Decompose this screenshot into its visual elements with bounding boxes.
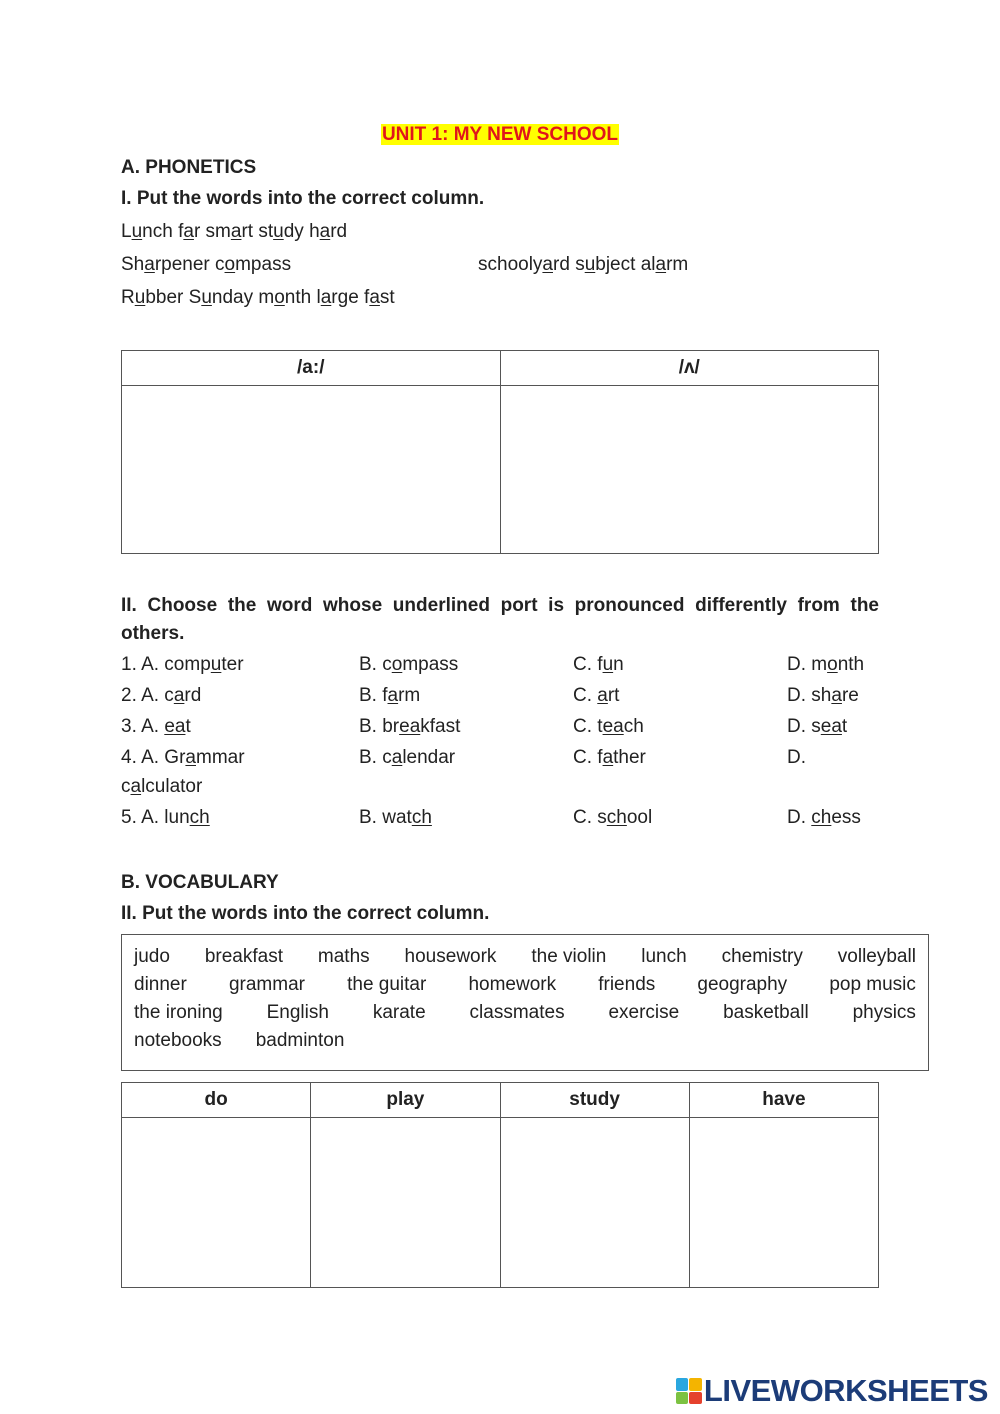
option-text: D. seat xyxy=(787,716,848,737)
question-4-option-a[interactable] xyxy=(121,747,245,769)
sound-word: Lunch xyxy=(121,221,173,242)
liveworksheets-logo xyxy=(676,1373,988,1409)
question-4-option-c[interactable] xyxy=(573,747,646,769)
column-header-wedge: /ʌ/ xyxy=(500,351,879,386)
answer-cell-do[interactable] xyxy=(122,1118,311,1288)
word-bank-row xyxy=(134,999,916,1027)
word-bank-word[interactable]: basketball xyxy=(723,1002,809,1023)
word-bank-word[interactable]: dinner xyxy=(134,974,187,995)
word-bank-word[interactable]: exercise xyxy=(608,1002,680,1023)
option-text: 4. A. Grammar xyxy=(121,747,245,768)
option-text: C. art xyxy=(573,685,620,706)
answer-cell-have[interactable] xyxy=(689,1118,878,1288)
sound-word: Rubber xyxy=(121,287,184,308)
word-bank-word[interactable]: volleyball xyxy=(837,946,916,967)
task2-instruction-line1: II. Choose the word whose underlined port is pronounced differently from the xyxy=(121,595,879,616)
word-bank-word[interactable]: housework xyxy=(404,946,497,967)
question-2-option-c[interactable] xyxy=(573,685,619,707)
sound-word: compass xyxy=(215,254,292,275)
phonetics-sort-table xyxy=(121,350,879,554)
column-header-a-long: /a:/ xyxy=(122,351,501,386)
question-3-option-d[interactable] xyxy=(787,716,847,738)
column-header-play: play xyxy=(311,1083,500,1118)
sound-word: large xyxy=(316,287,359,308)
option-text: D. xyxy=(787,747,806,768)
sound-word: alarm xyxy=(640,254,689,275)
option-text: B. farm xyxy=(359,685,421,706)
sound-word: fast xyxy=(364,287,395,308)
question-1-option-b[interactable] xyxy=(359,654,458,676)
option-text: C. school xyxy=(573,807,653,828)
question-1-option-c[interactable] xyxy=(573,654,624,676)
answer-cell-wedge[interactable] xyxy=(500,386,879,554)
question-5-option-c[interactable] xyxy=(573,807,652,829)
option-text: B. breakfast xyxy=(359,716,461,737)
word-bank-word[interactable]: karate xyxy=(372,1002,426,1023)
word-bank-row xyxy=(134,971,916,999)
word-bank-word[interactable]: judo xyxy=(134,946,170,967)
liveworksheets-logo-icon xyxy=(676,1378,702,1404)
word-bank-row xyxy=(134,1027,916,1055)
word-bank-word[interactable]: the violin xyxy=(531,946,607,967)
question-1-option-d[interactable] xyxy=(787,654,864,676)
word-bank-word[interactable]: maths xyxy=(317,946,370,967)
sound-word: study xyxy=(258,221,304,242)
sound-word: Sunday xyxy=(188,287,254,308)
question-2-option-a[interactable] xyxy=(121,685,201,707)
sound-word: hard xyxy=(309,221,348,242)
question-1-option-a[interactable] xyxy=(121,654,244,676)
word-bank-word[interactable]: notebooks xyxy=(134,1030,222,1051)
answer-cell-a-long[interactable] xyxy=(122,386,501,554)
section-a-heading: A. PHONETICS xyxy=(121,157,257,178)
word-list-line-3 xyxy=(121,287,395,309)
vocabulary-sort-table xyxy=(121,1082,879,1288)
word-bank-word[interactable]: chemistry xyxy=(721,946,803,967)
option-text: C. father xyxy=(573,747,646,768)
word-bank-word[interactable]: geography xyxy=(697,974,788,995)
option-text: C. teach xyxy=(573,716,644,737)
task1-instruction: I. Put the words into the correct column. xyxy=(121,188,485,209)
task2-instruction-line2: others. xyxy=(121,623,185,644)
option-text: 5. A. lunch xyxy=(121,807,210,828)
column-header-study: study xyxy=(500,1083,689,1118)
question-2-option-d[interactable] xyxy=(787,685,859,707)
sound-word: month xyxy=(258,287,312,308)
answer-cell-play[interactable] xyxy=(311,1118,500,1288)
option-text: D. share xyxy=(787,685,859,706)
question-5-option-d[interactable] xyxy=(787,807,861,829)
logo-text: LIVEWORKSHEETS xyxy=(703,1373,988,1408)
question-3-option-c[interactable] xyxy=(573,716,644,738)
word-bank-word[interactable]: physics xyxy=(852,1002,916,1023)
question-4-option-d[interactable] xyxy=(787,747,806,769)
question-4-option-d-wrap[interactable] xyxy=(121,776,202,798)
option-text: D. chess xyxy=(787,807,861,828)
word-bank-word[interactable]: the ironing xyxy=(134,1002,223,1023)
question-2-option-b[interactable] xyxy=(359,685,420,707)
word-bank-word[interactable]: grammar xyxy=(228,974,305,995)
word-bank-box xyxy=(121,934,929,1071)
page-title: UNIT 1: MY NEW SCHOOL xyxy=(381,124,619,145)
option-text: B. compass xyxy=(359,654,459,675)
question-3-option-b[interactable] xyxy=(359,716,460,738)
sound-word: schoolyard xyxy=(478,254,570,275)
word-bank-word[interactable]: English xyxy=(266,1002,329,1023)
word-list-line-2b xyxy=(478,254,688,276)
word-bank-word[interactable]: breakfast xyxy=(204,946,283,967)
sound-word: far xyxy=(178,221,201,242)
word-list-line-2a xyxy=(121,254,291,276)
word-bank-word[interactable]: badminton xyxy=(255,1030,345,1051)
vocab-instruction: II. Put the words into the correct column. xyxy=(121,903,490,924)
option-text: 1. A. computer xyxy=(121,654,244,675)
word-bank-word[interactable]: the guitar xyxy=(347,974,427,995)
option-text: C. fun xyxy=(573,654,624,675)
question-5-option-a[interactable] xyxy=(121,807,210,829)
column-header-do: do xyxy=(122,1083,311,1118)
question-3-option-a[interactable] xyxy=(121,716,191,738)
option-text: 2. A. card xyxy=(121,685,202,706)
option-text: calculator xyxy=(121,776,203,797)
question-5-option-b[interactable] xyxy=(359,807,432,829)
option-text: D. month xyxy=(787,654,865,675)
word-bank-word[interactable]: pop music xyxy=(829,974,916,995)
option-text: B. watch xyxy=(359,807,432,828)
sound-word: Sharpener xyxy=(121,254,210,275)
word-bank-word[interactable]: lunch xyxy=(641,946,687,967)
sound-word: subject xyxy=(575,254,636,275)
word-bank-word[interactable]: homework xyxy=(468,974,557,995)
question-4-option-b[interactable] xyxy=(359,747,455,769)
word-bank-word[interactable]: friends xyxy=(598,974,656,995)
option-text: 3. A. eat xyxy=(121,716,191,737)
sound-word: smart xyxy=(205,221,254,242)
column-header-have: have xyxy=(689,1083,878,1118)
answer-cell-study[interactable] xyxy=(500,1118,689,1288)
option-text: B. calendar xyxy=(359,747,456,768)
word-bank-word[interactable]: classmates xyxy=(469,1002,565,1023)
section-b-heading: B. VOCABULARY xyxy=(121,872,279,893)
word-bank-row xyxy=(134,943,916,971)
word-list-line-1 xyxy=(121,221,347,243)
